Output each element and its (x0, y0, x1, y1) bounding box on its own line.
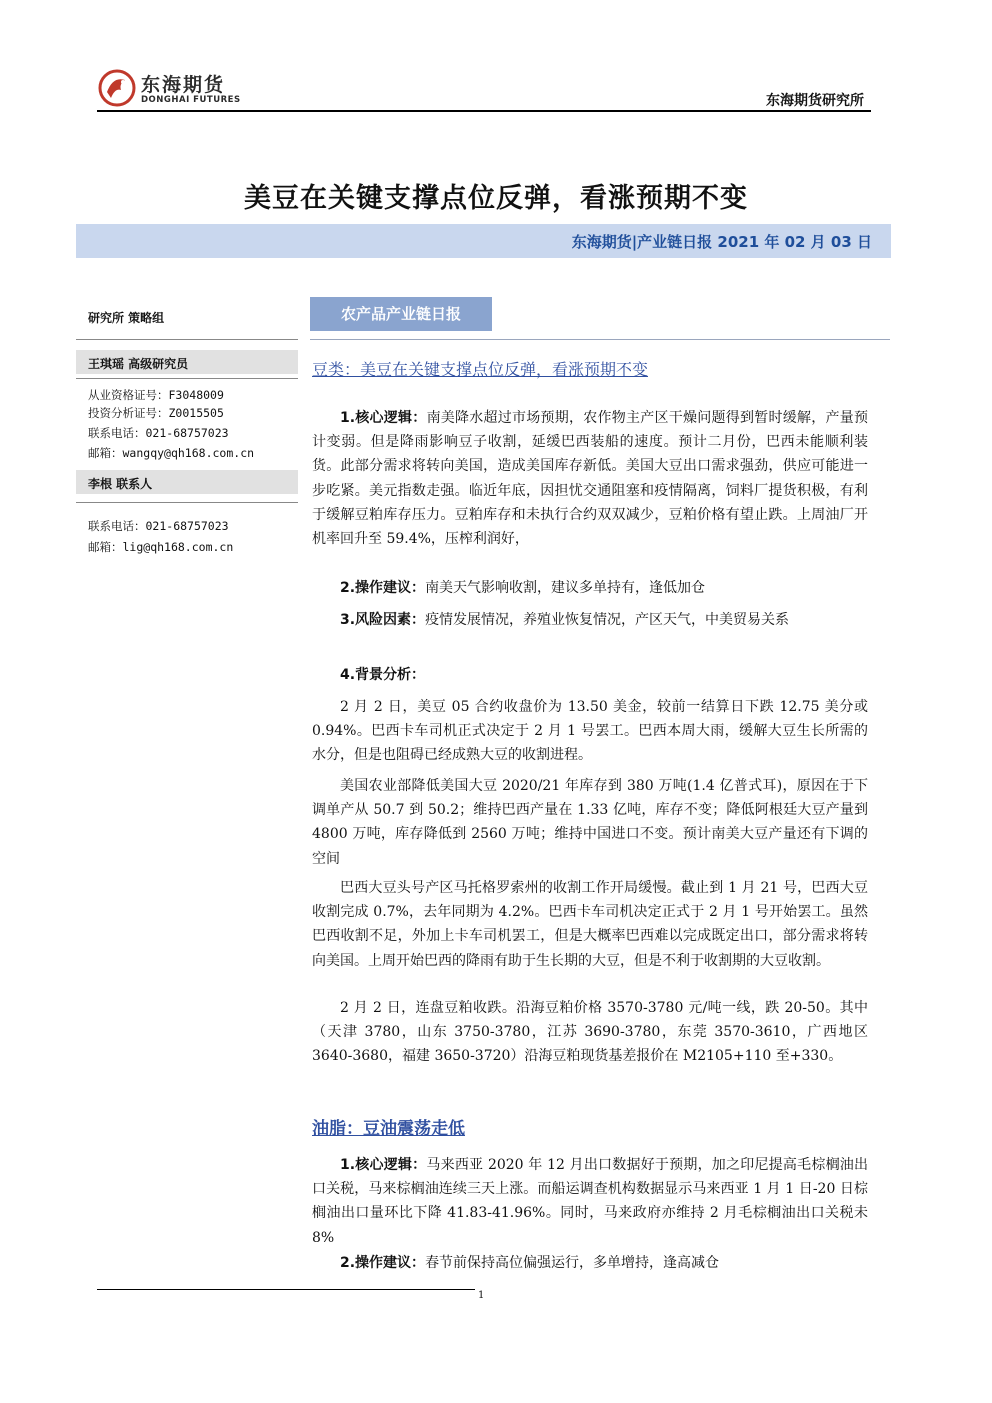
analyst-investment-cert: 投资分析证号：Z0015505 (88, 406, 224, 420)
sidebar-divider (76, 339, 298, 340)
report-title: 美豆在关键支撑点位反弹，看涨预期不变 (244, 183, 748, 214)
analyst-phone: 联系电话：021-68757023 (88, 426, 229, 440)
soy-risk-text: 疫情发展情况，养殖业恢复情况，产区天气，中美贸易关系 (425, 612, 790, 628)
oil-core-label: 1.核心逻辑： (340, 1157, 427, 1173)
soy-risk-label: 3.风险因素： (340, 612, 426, 628)
sidebar-divider (76, 378, 298, 379)
report-banner (76, 224, 891, 258)
oil-op-label: 2.操作建议： (340, 1255, 426, 1271)
soy-background-heading (312, 663, 868, 687)
soy-core-logic (312, 406, 868, 551)
soy-section-heading[interactable]: 豆类：美豆在关键支撑点位反弹，看涨预期不变 (312, 360, 649, 379)
soy-op-text: 南美天气影响收割，建议多单持有，逢低加仓 (425, 580, 706, 596)
department-label: 研究所 策略组 (88, 311, 165, 325)
soy-core-label: 1.核心逻辑： (340, 410, 427, 426)
dragon-logo-icon (97, 68, 137, 108)
contact-name: 李根 联系人 (88, 477, 153, 491)
analyst-qualification: 从业资格证号：F3048009 (88, 388, 224, 402)
logo-chinese-name: 东海期货 (141, 74, 226, 96)
oil-core-text: 马来西亚 2020 年 12 月出口数据好于预期，加之印尼提高毛棕榈油出口关税，马来棕榈油连续三天上涨。而船运调查机构数据显示马来西亚 1 月 1 日-20 日棕榈油出口量环比下降 41.83-41.96%。同时，马来政府亦维持 2 月毛棕榈油出口关税未 8% (312, 1157, 869, 1246)
contact-email: 邮箱：lig@qh168.com.cn (88, 540, 234, 554)
sidebar-divider (76, 502, 298, 503)
soy-bg-paragraph: 2 月 2 日，美豆 05 合约收盘价为 13.50 美金，较前一结算日下跌 12.75 美分或 0.94%。巴西卡车司机正式决定于 2 月 1 号罢工。巴西本周大雨，缓解大豆生长所需的水分，但是也阻碍已经成熟大豆的收割进程。 (312, 699, 868, 764)
soy-bg-paragraph: 2 月 2 日，连盘豆粕收跌。沿海豆粕价格 3570-3780 元/吨一线，跌 20-50。其中（天津 3780，山东 3750-3780，江苏 3690-3780，东莞 3570-3610，广西地区 3640-3680，福建 3650-3720）沿海豆粕现货基差报价在 M2105+110 至+330。 (312, 1000, 868, 1065)
soy-op-label: 2.操作建议： (340, 580, 426, 596)
soy-risk (312, 608, 868, 632)
soy-operation (312, 576, 868, 600)
soy-bg-paragraph: 美国农业部降低美国大豆 2020/21 年库存到 380 万吨(1.4 亿普式耳)，原因在于下调单产从 50.7 到 50.2；维持巴西产量在 1.33 亿吨，库存不变；降低阿根廷大豆产量到 4800 万吨，库存降低到 2560 万吨；维持中国进口不变。预计南美大豆产量还有下调的空间 (312, 778, 868, 867)
soy-bg-paragraph: 巴西大豆头号产区马托格罗索州的收割工作开局缓慢。截止到 1 月 21 号，巴西大豆收割完成 0.7%，去年同期为 4.2%。巴西卡车司机决定正式于 2 月 1 号开始罢工。虽然巴西收割不足，外加上卡车司机罢工，但是大概率巴西难以完成既定出口，部分需求将转向美国。上周开始巴西的降雨有助于生长期的大豆，但是不利于收割期的大豆收割。 (312, 880, 868, 969)
page-number: 1 (478, 1290, 485, 1301)
contact-phone: 联系电话：021-68757023 (88, 519, 229, 533)
banner-text: 东海期货|产业链日报 2021 年 02 月 03 日 (571, 233, 872, 251)
company-logo (97, 66, 241, 110)
oil-core-logic (312, 1153, 868, 1250)
institute-name: 东海期货研究所 (766, 93, 864, 109)
analyst-name: 王琪瑶 高级研究员 (88, 357, 189, 371)
section-tag: 农产品产业链日报 (310, 297, 492, 331)
oil-op-text: 春节前保持高位偏强运行，多单增持，逢高减仓 (425, 1255, 720, 1271)
tag-divider (310, 339, 890, 340)
soy-bg-label: 4.背景分析： (340, 667, 426, 683)
soy-core-text: 南美降水超过市场预期，农作物主产区干燥问题得到暂时缓解，产量预计变弱。但是降雨影响豆子收割，延缓巴西装船的速度。预计二月份，巴西未能顺利装货。此部分需求将转向美国，造成美国库存新低。美国大豆出口需求强劲，供应可能进一步吃紧。美元指数走强。临近年底，因担忧交通阻塞和疫情隔离，饲料厂提货积极，有利于缓解豆粕库存压力。豆粕库存和未执行合约双双减少，豆粕价格有望止跌。上周油厂开机率回升至 59.4%，压榨利润好， (312, 410, 869, 548)
footer-divider (97, 1289, 475, 1290)
oil-operation (312, 1251, 868, 1275)
header-divider (97, 110, 871, 112)
analyst-email: 邮箱：wangqy@qh168.com.cn (88, 446, 255, 460)
logo-english-name: DONGHAI FUTURES (141, 95, 241, 105)
oil-section-heading[interactable]: 油脂：豆油震荡走低 (312, 1119, 465, 1139)
